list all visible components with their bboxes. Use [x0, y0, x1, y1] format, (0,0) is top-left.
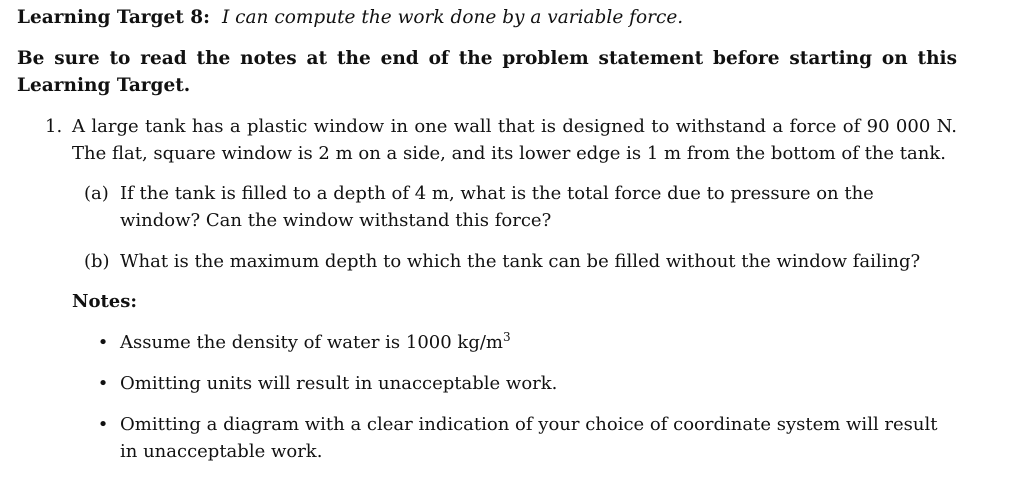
bullet-icon: • — [97, 373, 109, 394]
notes-heading: Notes: — [72, 291, 138, 312]
note-text — [120, 329, 957, 356]
learning-target-label: Learning Target 8: — [17, 7, 210, 28]
read-notes-notice: Be sure to read the notes at the end of the problem statement before starting on this Learning Target. — [17, 48, 957, 96]
part-a-text: If the tank is filled to a depth of 4 m, what is the total force due to pressure on the window? Can the window withstand this force? — [120, 183, 874, 231]
part-b-text: What is the maximum depth to which the tank can be filled without the window failing? — [120, 251, 921, 272]
problem-text: A large tank has a plastic window in one wall that is designed to withstand a force of 90 000 N. The flat, square window is 2 m on a side, and its lower edge is 1 m from the bottom of the tank. — [72, 116, 957, 164]
learning-target-statement: I can compute the work done by a variable force. — [221, 7, 684, 28]
note-density-superscript: 3 — [502, 330, 511, 344]
note-units-text: Omitting units will result in unacceptable work. — [120, 373, 558, 394]
bullet-icon: • — [97, 414, 109, 435]
note-item-density — [96, 329, 957, 356]
part-b-label: (b) — [84, 251, 110, 272]
note-density-text: Assume the density of water is 1000 kg/m — [120, 332, 503, 353]
problem-part-b — [84, 248, 957, 275]
note-diagram-text: Omitting a diagram with a clear indication of your choice of coordinate system will result in unacceptable work. — [120, 414, 938, 462]
bullet-icon: • — [97, 332, 109, 353]
problem-number: 1. — [45, 116, 63, 137]
note-item-units — [96, 370, 957, 397]
part-a-label: (a) — [84, 183, 109, 204]
problem-part-a — [84, 180, 957, 234]
note-item-diagram — [96, 411, 957, 465]
learning-target-heading — [17, 4, 683, 31]
problem-1 — [45, 113, 957, 167]
